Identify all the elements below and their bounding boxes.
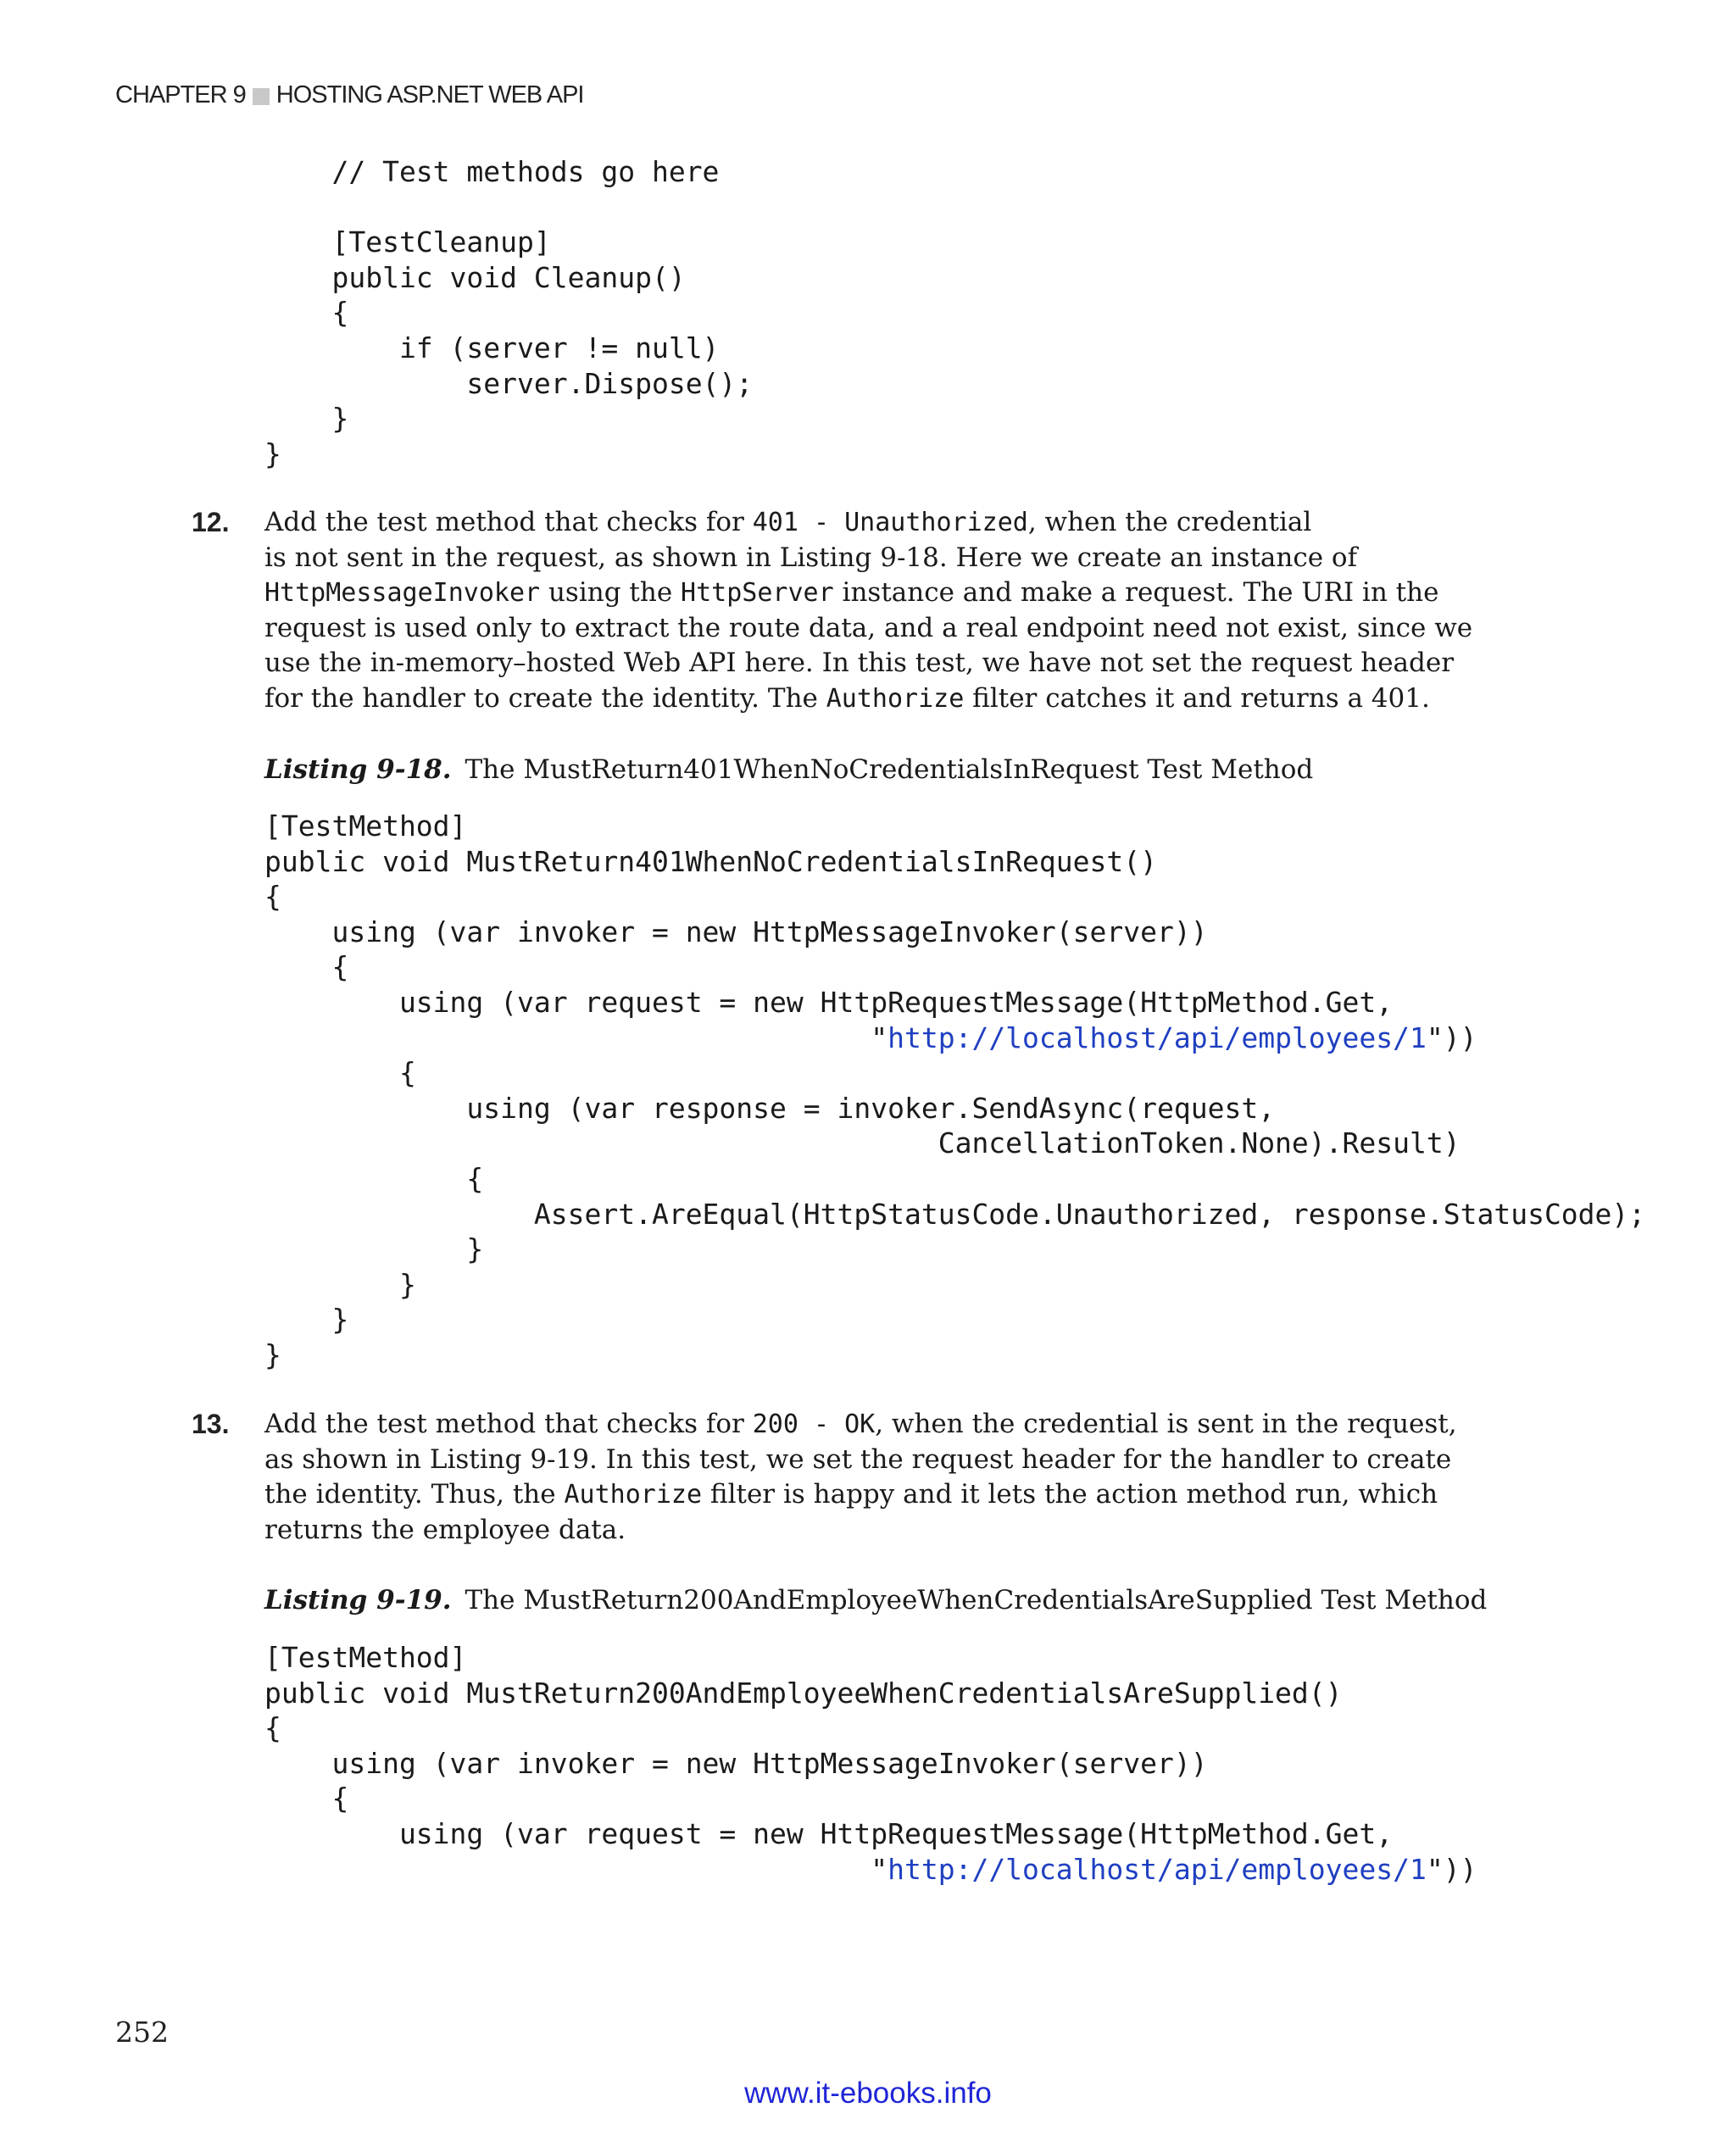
code-line [264,949,1645,985]
code-line [264,844,1645,880]
text-run: for the handler to create the identity. The [264,682,826,714]
text-run: } [264,1337,281,1371]
text-run: using (var response = invoker.SendAsync(request, [264,1091,1276,1125]
code-block-listing-9-19 [264,1640,1477,1887]
text-run: using (var request = new HttpRequestMessage(HttpMethod.Get, [264,1816,1394,1850]
code-line [264,1337,1645,1373]
paragraph-line [264,611,1473,647]
paragraph-line [264,541,1468,576]
page-number: 252 [115,2016,169,2049]
listing-9-18-caption [264,754,1313,785]
code-line: [TestCleanup] [264,225,551,259]
text-run: { [264,880,281,914]
text-run: " [264,1020,888,1054]
text-run: public void MustReturn200AndEmployeeWhenCredentialsAreSupplied() [264,1676,1343,1710]
text-run: ")) [1426,1852,1477,1886]
code-line [264,1091,1645,1126]
code-block-cleanup [264,154,753,471]
running-header [115,81,583,109]
listing-title: The MustReturn200AndEmployeeWhenCredentialsAreSupplied Test Method [465,1585,1488,1615]
text-run: Assert.AreEqual(HttpStatusCode.Unauthorized, response.StatusCode); [264,1197,1646,1231]
paragraph-line [264,1477,1468,1513]
text-run: } [264,1303,349,1337]
code-line [264,1710,1477,1746]
text-run: ")) [1426,1020,1477,1054]
step-12-text [264,505,1473,717]
text-run: { [264,1161,484,1195]
text-run: using (var invoker = new HttpMessageInvoker(server)) [264,1746,1208,1780]
text-run: , when the credential [1027,507,1312,537]
text-run: CancellationToken.None).Result) [264,1126,1461,1160]
code-line [264,190,753,225]
text-run: } [264,1267,416,1301]
step-number-13: 13. [192,1409,230,1439]
code-line [264,1852,1477,1888]
text-run: request is used only to extract the route data, and a real endpoint need not exist, since we [264,612,1473,643]
code-line: if (server != null) [264,331,720,364]
text-run: filter is happy and it lets the action method run, which [702,1479,1438,1510]
text-run: { [264,1056,416,1090]
text-run: filter catches it and returns a 401. [964,682,1430,714]
code-block-listing-9-18 [264,809,1645,1373]
paragraph-line [264,576,1468,611]
code-line [264,1781,1477,1816]
paragraph-line [264,681,1468,717]
code-line [264,879,1645,915]
paragraph-line [264,646,1468,681]
chapter-title: HOSTING ASP.NET WEB API [275,81,584,108]
code-line [264,1126,1645,1161]
paragraph-line [264,505,1468,541]
inline-code: HttpMessageInvoker [264,578,541,609]
text-run: , when the credential is sent in the request, [875,1409,1457,1439]
url-string: http://localhost/api/employees/1 [887,1020,1427,1054]
code-line [264,1640,1477,1676]
inline-code: Authorize [826,683,965,714]
url-string: http://localhost/api/employees/1 [887,1852,1427,1886]
inline-code: 200 - OK [752,1410,876,1439]
code-line [264,985,1645,1020]
header-separator-square [253,88,270,105]
listing-title: The MustReturn401WhenNoCredentialsInRequest Test Method [465,754,1314,785]
inline-code: HttpServer [681,578,834,609]
text-run: Add the test method that checks for [264,1409,753,1439]
inline-code: Authorize [564,1480,703,1510]
listing-9-19-caption [264,1585,1487,1615]
code-line: } [264,437,281,470]
code-line [264,1197,1645,1232]
code-line [264,1020,1645,1056]
code-line [264,809,1645,844]
code-line [264,1161,1645,1197]
step-number-12: 12. [192,507,230,537]
text-run: } [264,1232,484,1266]
code-line [264,1676,1477,1711]
listing-label: Listing 9-18. [264,754,452,785]
code-line: public void Cleanup() [264,260,686,294]
text-run: { [264,1782,349,1816]
text-run: returns the employee data. [264,1514,626,1545]
code-line [264,1232,1645,1267]
code-line [264,1302,1645,1337]
inline-code: 401 - Unauthorized [752,508,1028,537]
code-line: server.Dispose(); [264,366,754,400]
text-run: " [264,1852,888,1886]
text-run: [TestMethod] [264,809,467,842]
paragraph-line [264,1407,1468,1443]
text-run: { [264,1711,281,1745]
text-run: { [264,950,349,984]
footer-link[interactable]: www.it-ebooks.info [744,2077,992,2110]
code-line [264,1816,1477,1852]
code-line: { [264,296,349,330]
step-13-text [264,1407,1468,1548]
text-run: public void MustReturn401WhenNoCredentialsInRequest() [264,844,1157,878]
text-run: use the in-memory–hosted Web API here. In this test, we have not set the request header [264,648,1455,679]
text-run: [TestMethod] [264,1641,467,1674]
chapter-label: CHAPTER 9 [115,81,246,108]
code-line [264,1267,1645,1303]
text-run: using the [540,577,682,609]
text-run: is not sent in the request, as shown in Listing 9-18. Here we create an instance of [264,542,1358,573]
code-line [264,915,1645,950]
paragraph-line [264,1513,1468,1549]
text-run: as shown in Listing 9-19. In this test, we set the request header for the handler to create [264,1443,1452,1475]
text-run: Add the test method that checks for [264,507,753,537]
listing-label: Listing 9-19. [264,1585,452,1615]
text-run: the identity. Thus, the [264,1479,565,1510]
code-line [264,1055,1645,1091]
code-line [264,1746,1477,1782]
code-line: } [264,402,349,436]
text-run: using (var invoker = new HttpMessageInvoker(server)) [264,915,1208,948]
code-line: // Test methods go here [264,155,720,188]
text-run: using (var request = new HttpRequestMessage(HttpMethod.Get, [264,985,1394,1019]
text-run: instance and make a request. The URI in the [833,577,1439,609]
paragraph-line [264,1443,1468,1478]
